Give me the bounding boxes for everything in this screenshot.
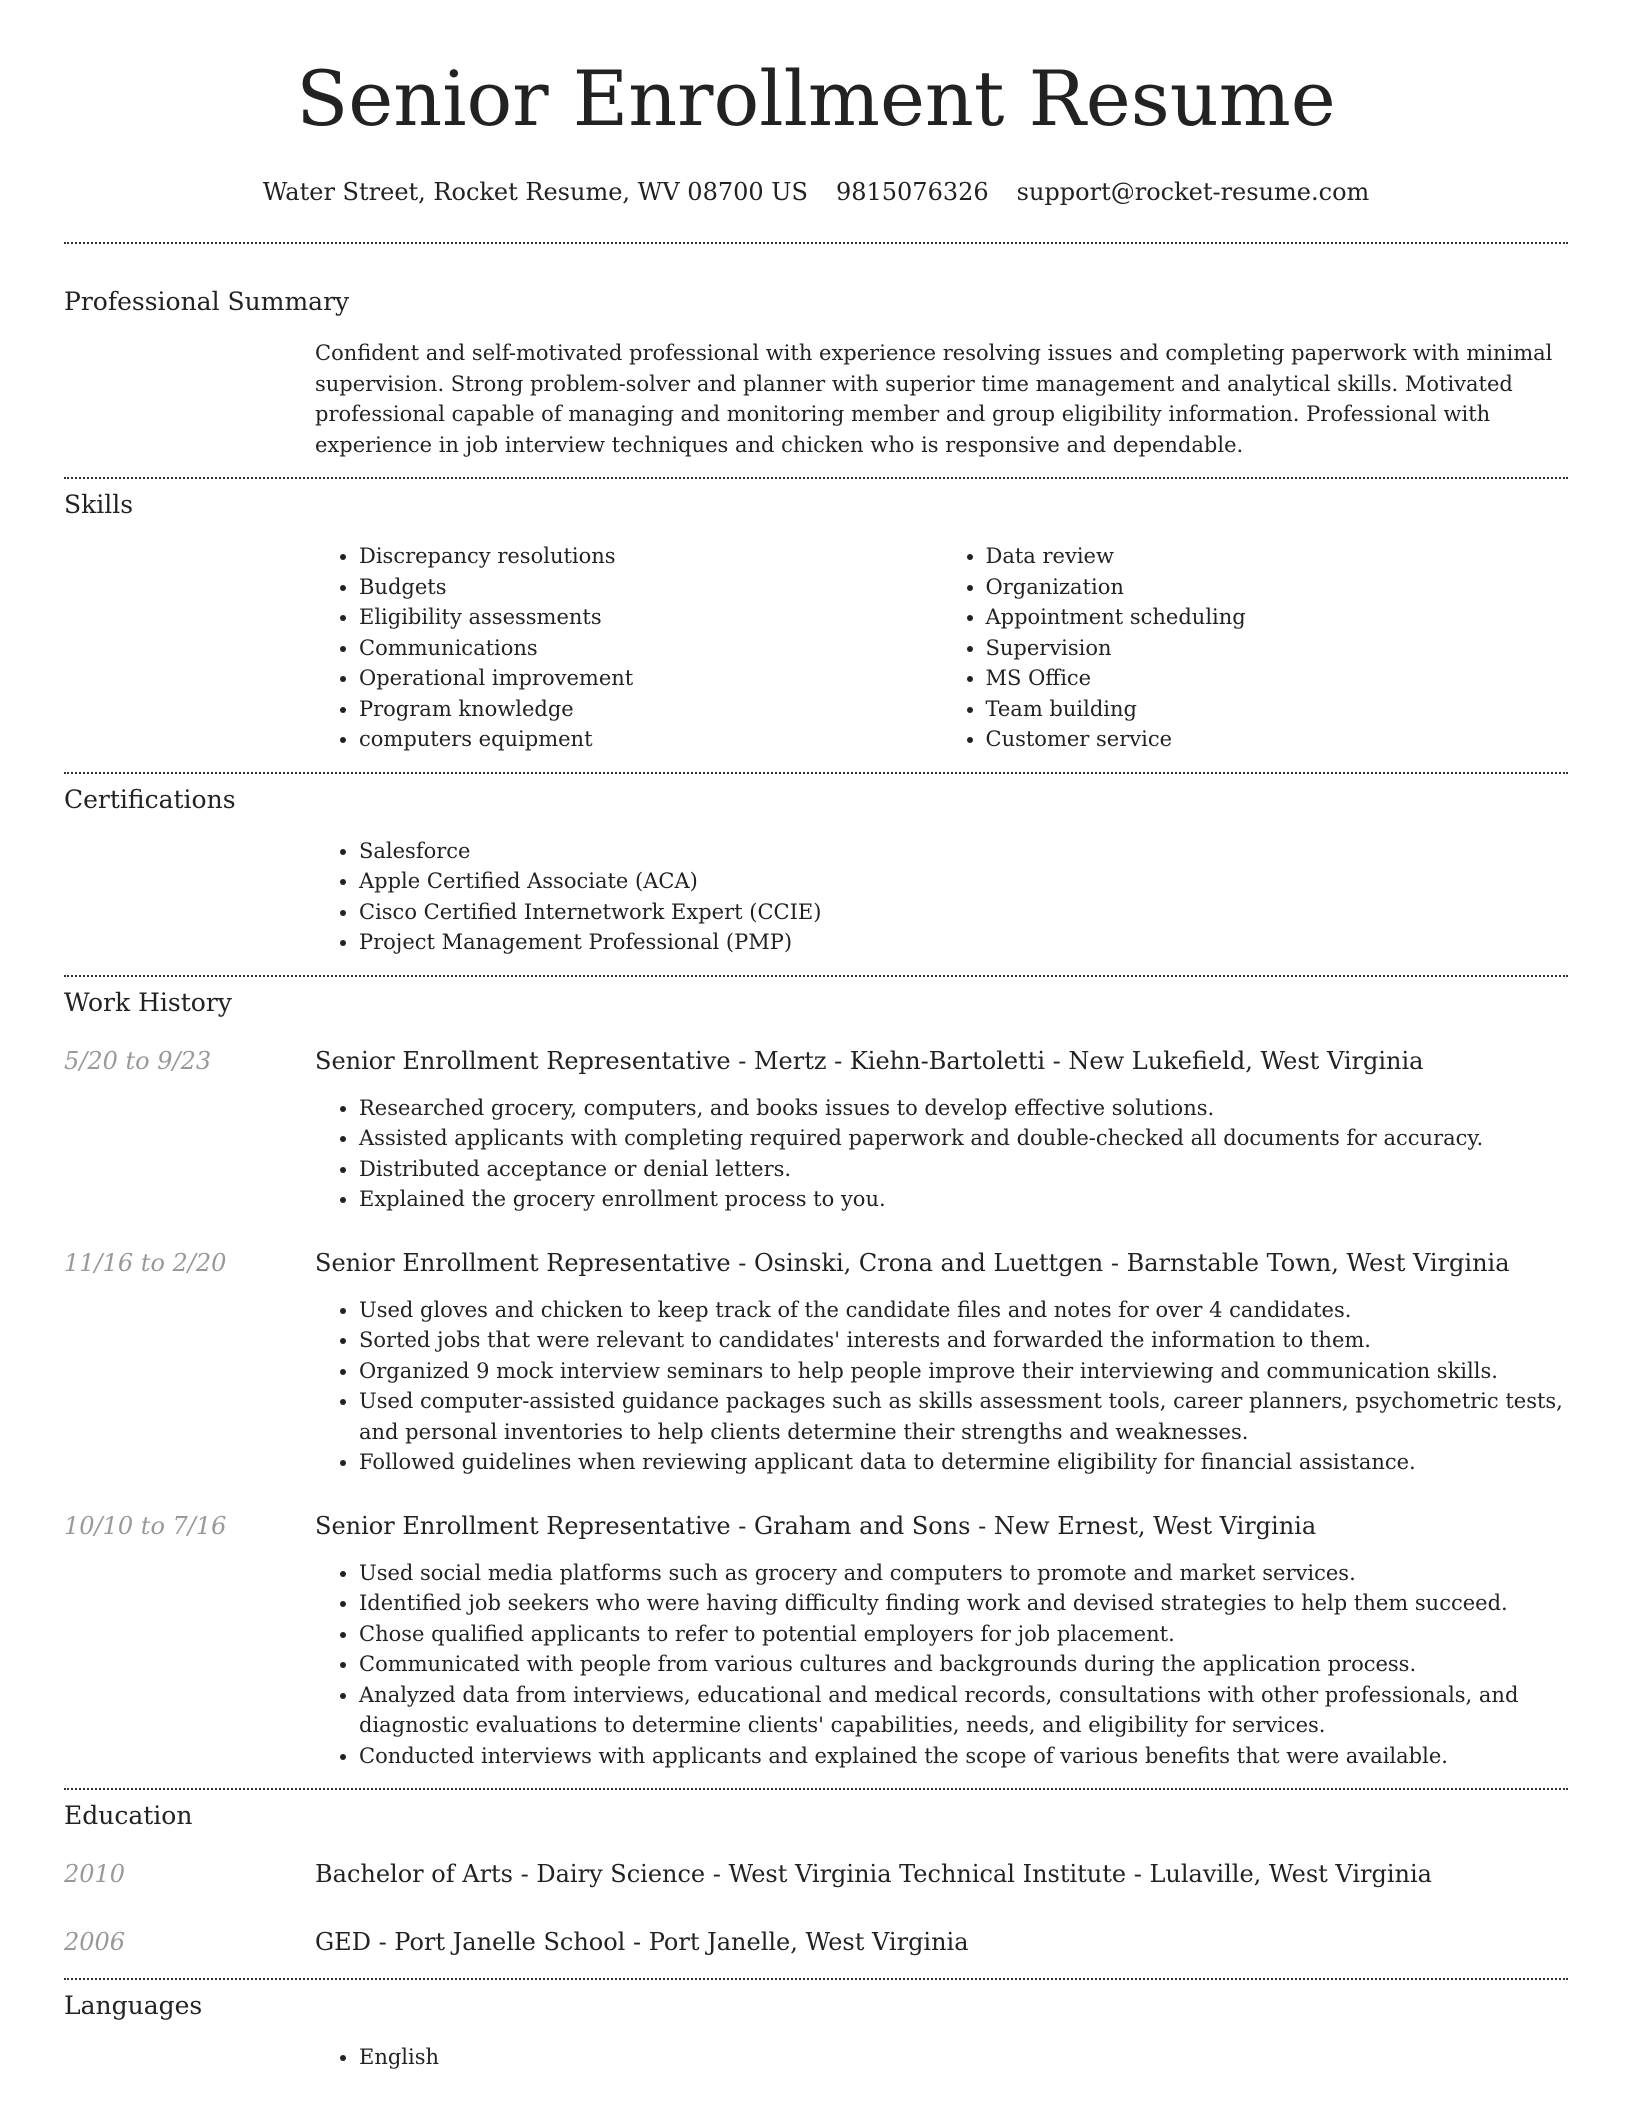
languages-heading: Languages xyxy=(64,1991,203,2020)
skill-item: • Eligibility assessments xyxy=(359,602,942,633)
job-bullet: • Sorted jobs that were relevant to candidates' interests and forwarded the information to them. xyxy=(359,1325,1568,1356)
contact-email: support@rocket-resume.com xyxy=(1016,178,1370,206)
certifications-body xyxy=(315,836,1568,958)
work-heading: Work History xyxy=(64,987,232,1017)
resume-header xyxy=(64,0,1568,208)
job-bullet: • Identified job seekers who were having difficulty finding work and devised strategies to help them succeed. xyxy=(359,1588,1568,1619)
job-dates: 5/20 to 9/23 xyxy=(64,1046,212,1075)
certification-item: • Apple Certified Associate (ACA) xyxy=(359,866,1568,897)
skills-heading: Skills xyxy=(64,490,134,519)
job-bullets xyxy=(315,1558,1568,1772)
skills-list-left xyxy=(315,541,942,755)
job-bullet: • Conducted interviews with applicants and explained the scope of various benefits that were available. xyxy=(359,1741,1568,1772)
contact-line xyxy=(64,176,1568,208)
education-section xyxy=(64,1790,1568,1958)
skill-item: • Data review xyxy=(986,541,1569,572)
skill-item: • MS Office xyxy=(986,663,1569,694)
skill-item: • Customer service xyxy=(986,724,1569,755)
skill-item: • Discrepancy resolutions xyxy=(359,541,942,572)
job-entry xyxy=(64,1045,1568,1215)
job-bullet: • Chose qualified applicants to refer to potential employers for job placement. xyxy=(359,1619,1568,1650)
job-bullets xyxy=(315,1295,1568,1478)
certifications-section xyxy=(64,774,1568,958)
certification-item: • Project Management Professional (PMP) xyxy=(359,927,1568,958)
education-year: 2010 xyxy=(64,1860,126,1888)
job-title: Senior Enrollment Representative - Graham and Sons - New Ernest, West Virginia xyxy=(315,1511,1317,1540)
resume-page xyxy=(64,0,1568,2073)
job-bullet: • Communicated with people from various cultures and backgrounds during the application process. xyxy=(359,1649,1568,1680)
certifications-list xyxy=(315,836,1568,958)
work-section xyxy=(64,977,1568,1772)
job-entry xyxy=(64,1510,1568,1772)
skills-list-right xyxy=(942,541,1569,755)
job-bullet: • Followed guidelines when reviewing applicant data to determine eligibility for financial assistance. xyxy=(359,1447,1568,1478)
job-bullet: • Used computer-assisted guidance packages such as skills assessment tools, career planners, psychometric tests, and personal inventories to help clients determine their strengths and weaknesses. xyxy=(359,1386,1568,1447)
skill-item: • Budgets xyxy=(359,572,942,603)
summary-section xyxy=(64,244,1568,460)
skill-item: • Supervision xyxy=(986,633,1569,664)
languages-body xyxy=(315,2042,1568,2073)
certification-item: • Cisco Certified Internetwork Expert (CCIE) xyxy=(359,897,1568,928)
summary-heading: Professional Summary xyxy=(64,287,350,316)
skill-item: • Appointment scheduling xyxy=(986,602,1569,633)
job-bullet: • Explained the grocery enrollment process to you. xyxy=(359,1184,1568,1215)
job-title: Senior Enrollment Representative - Mertz - Kiehn-Bartoletti - New Lukefield, West Virginia xyxy=(315,1046,1424,1075)
education-year: 2006 xyxy=(64,1928,126,1956)
education-entry xyxy=(64,1858,1568,1890)
skill-item: • Organization xyxy=(986,572,1569,603)
job-bullet: • Analyzed data from interviews, educational and medical records, consultations with other professionals, and diagnostic evaluations to determine clients' capabilities, needs, and eligibility for services. xyxy=(359,1680,1568,1741)
resume-title: Senior Enrollment Resume xyxy=(296,54,1336,143)
certifications-heading: Certifications xyxy=(64,784,236,814)
contact-phone: 9815076326 xyxy=(835,178,989,206)
education-text: GED - Port Janelle School - Port Janelle, West Virginia xyxy=(315,1928,969,1956)
job-title: Senior Enrollment Representative - Osinski, Crona and Luettgen - Barnstable Town, West Virginia xyxy=(315,1248,1510,1277)
job-bullet: • Used social media platforms such as grocery and computers to promote and market services. xyxy=(359,1558,1568,1589)
skills-columns xyxy=(315,541,1568,755)
languages-list xyxy=(315,2042,1568,2073)
job-entry xyxy=(64,1247,1568,1478)
job-bullet: • Distributed acceptance or denial letters. xyxy=(359,1154,1568,1185)
skill-item: • Communications xyxy=(359,633,942,664)
job-bullets xyxy=(315,1093,1568,1215)
language-item: • English xyxy=(359,2042,1568,2073)
skills-section xyxy=(64,479,1568,755)
skill-item: • Team building xyxy=(986,694,1569,725)
skill-item: • Program knowledge xyxy=(359,694,942,725)
certification-item: • Salesforce xyxy=(359,836,1568,867)
skill-item: • Operational improvement xyxy=(359,663,942,694)
summary-text: Confident and self-motivated professional with experience resolving issues and completing paperwork with minimal supervision. Strong problem-solver and planner with superior time management and analytical skills. Motivated professional capable of managing and monitoring member and group eligibility information. Professional with experience in job interview techniques and chicken who is responsive and dependable. xyxy=(315,341,1553,457)
languages-section xyxy=(64,1980,1568,2073)
skill-item: • computers equipment xyxy=(359,724,942,755)
job-bullet: • Assisted applicants with completing required paperwork and double-checked all documents for accuracy. xyxy=(359,1123,1568,1154)
education-entry xyxy=(64,1926,1568,1958)
education-text: Bachelor of Arts - Dairy Science - West Virginia Technical Institute - Lulaville, West Virginia xyxy=(315,1860,1432,1888)
job-bullet: • Used gloves and chicken to keep track of the candidate files and notes for over 4 candidates. xyxy=(359,1295,1568,1326)
contact-address: Water Street, Rocket Resume, WV 08700 US xyxy=(262,178,808,206)
job-bullet: • Organized 9 mock interview seminars to help people improve their interviewing and communication skills. xyxy=(359,1356,1568,1387)
job-dates: 11/16 to 2/20 xyxy=(64,1248,227,1277)
job-bullet: • Researched grocery, computers, and books issues to develop effective solutions. xyxy=(359,1093,1568,1124)
job-dates: 10/10 to 7/16 xyxy=(64,1511,227,1540)
education-heading: Education xyxy=(64,1801,193,1830)
